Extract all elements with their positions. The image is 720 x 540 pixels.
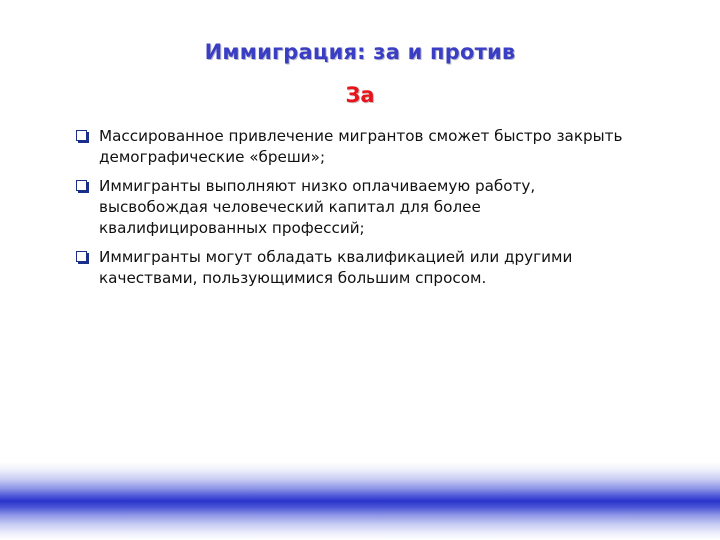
bullet-list xyxy=(76,126,676,297)
bullet-line: демографические «бреши»; xyxy=(99,148,326,166)
bullet-line: качествами, пользующимися большим спросом. xyxy=(99,269,487,287)
slide-subtitle: За xyxy=(345,83,375,107)
bullet-line: Массированное привлечение мигрантов сможет быстро закрыть xyxy=(99,127,623,145)
slide-title: Иммиграция: за и против xyxy=(204,40,516,64)
bullet-line: высвобождая человеческий капитал для более xyxy=(99,198,481,216)
checkbox-bullet-icon xyxy=(76,251,87,262)
bullet-item xyxy=(76,247,676,289)
checkbox-bullet-icon xyxy=(76,130,87,141)
bullet-item xyxy=(76,176,676,239)
bullet-line: Иммигранты выполняют низко оплачиваемую работу, xyxy=(99,177,536,195)
decorative-bottom-band xyxy=(0,462,720,540)
bullet-line: квалифицированных профессий; xyxy=(99,219,365,237)
checkbox-bullet-icon xyxy=(76,180,87,191)
bullet-line: Иммигранты могут обладать квалификацией или другими xyxy=(99,248,573,266)
bullet-item xyxy=(76,126,676,168)
